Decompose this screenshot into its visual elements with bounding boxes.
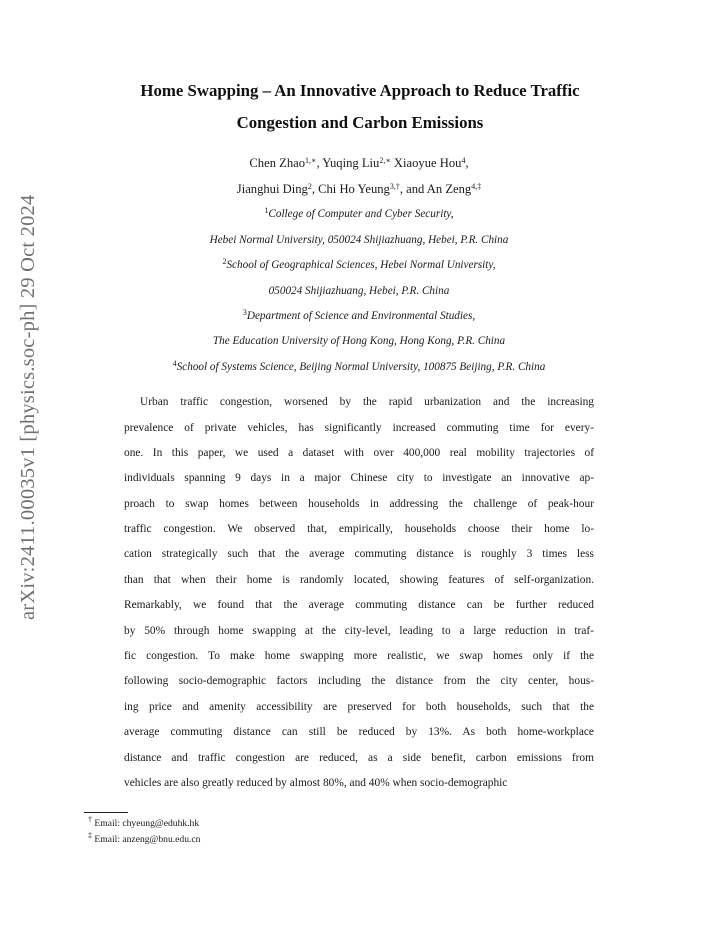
abstract-line: individuals spanning 9 days in a major Chinese city to investigate an innovative ap- <box>124 472 594 484</box>
abstract-line: traffic congestion. We observed that, empirically, households choose their home lo- <box>124 523 594 535</box>
abstract-line: Remarkably, we found that the average commuting distance can be further reduced <box>124 599 594 611</box>
abstract-line: prevalence of private vehicles, has significantly increased commuting time for every- <box>124 422 594 434</box>
author-name: Chi Ho Yeung <box>318 182 390 196</box>
affiliation-mark: 2 <box>222 257 227 266</box>
arxiv-side-stamp: arXiv:2411.00035v1 [physics.soc-ph] 29 Oct 2024 <box>17 194 39 620</box>
footnote-rule <box>84 812 128 813</box>
abstract-line: Urban traffic congestion, worsened by the rapid urbanization and the increasing <box>140 396 594 408</box>
author-separator: , <box>311 182 319 196</box>
abstract-line: ing price and amenity accessibility are preserved for both households, such that the <box>124 701 594 713</box>
affiliation-4-line-1 <box>90 361 628 373</box>
footnote-email: Email: anzeng@bnu.edu.cn <box>94 834 201 845</box>
abstract-line: distance and traffic congestion are reduced, as a side benefit, carbon emissions from <box>124 752 594 764</box>
affiliation-3-line-2 <box>90 335 628 347</box>
footnote-mark: † <box>88 815 92 824</box>
affiliation-mark: 1 <box>264 206 269 215</box>
paper-title-line-2: Congestion and Carbon Emissions <box>236 113 484 132</box>
author-mark: 4,‡ <box>471 182 482 191</box>
affiliation-2-line-2 <box>90 285 628 297</box>
author-mark: 3,† <box>389 182 400 191</box>
author-name: Jianghui Ding <box>236 182 308 196</box>
abstract-line: by 50% through home swapping at the city-level, leading to a large reduction in traf- <box>124 625 594 637</box>
affiliation-text: College of Computer and Cyber Security, <box>268 208 454 220</box>
author-mark: 1,∗ <box>305 156 317 165</box>
abstract-line: vehicles are also greatly reduced by almost 80%, and 40% when socio-demographic <box>124 777 508 789</box>
author-separator: , and <box>399 182 427 196</box>
abstract-line: one. In this paper, we used a dataset with over 400,000 real mobility trajectories of <box>124 447 594 459</box>
abstract-line: cation strategically such that the average commuting distance is roughly 3 times less <box>124 548 594 560</box>
footnote-email: Email: chyeung@eduhk.hk <box>94 818 200 829</box>
affiliation-text: Department of Science and Environmental Studies, <box>246 310 476 322</box>
footnote-1 <box>88 815 200 829</box>
footnote-mark: ‡ <box>88 831 92 840</box>
affiliation-1-line-2 <box>90 234 628 246</box>
affiliation-text: Hebei Normal University, 050024 Shijiazhuang, Hebei, P.R. China <box>209 234 509 246</box>
author-separator: , <box>465 156 469 170</box>
affiliation-2-line-1 <box>90 259 628 271</box>
author-name: Yuqing Liu <box>322 156 380 170</box>
author-line-1 <box>90 156 628 171</box>
affiliation-mark: 3 <box>242 308 247 317</box>
affiliation-1-line-1 <box>90 208 628 220</box>
abstract-line: following socio-demographic factors including the distance from the city center, hous- <box>124 675 594 687</box>
affiliation-text: School of Geographical Sciences, Hebei Normal University, <box>226 259 496 271</box>
abstract-line: than that when their home is randomly located, showing features of self-organization. <box>124 574 594 586</box>
author-mark: 2 <box>307 182 312 191</box>
affiliation-text: 050024 Shijiazhuang, Hebei, P.R. China <box>268 285 450 297</box>
author-line-2 <box>90 182 628 197</box>
affiliation-3-line-1 <box>90 310 628 322</box>
paper-title-line-1: Home Swapping – An Innovative Approach to Reduce Traffic <box>140 81 580 100</box>
affiliation-text: School of Systems Science, Beijing Normal University, 100875 Beijing, P.R. China <box>176 361 546 373</box>
author-name: An Zeng <box>426 182 472 196</box>
abstract-line: average commuting distance can still be reduced by 13%. As both home-workplace <box>124 726 594 738</box>
abstract-line: fic congestion. To make home swapping more realistic, we swap homes only if the <box>124 650 594 662</box>
footnote-2 <box>88 831 201 845</box>
author-separator: , <box>316 156 323 170</box>
affiliation-text: The Education University of Hong Kong, Hong Kong, P.R. China <box>212 335 506 347</box>
abstract-line: proach to swap homes between households in addressing the challenge of peak-hour <box>124 498 594 510</box>
author-name: Xiaoyue Hou <box>393 156 462 170</box>
author-name: Chen Zhao <box>249 156 306 170</box>
author-mark: 4 <box>461 156 466 165</box>
affiliation-mark: 4 <box>172 359 177 368</box>
author-mark: 2,∗ <box>379 156 391 165</box>
